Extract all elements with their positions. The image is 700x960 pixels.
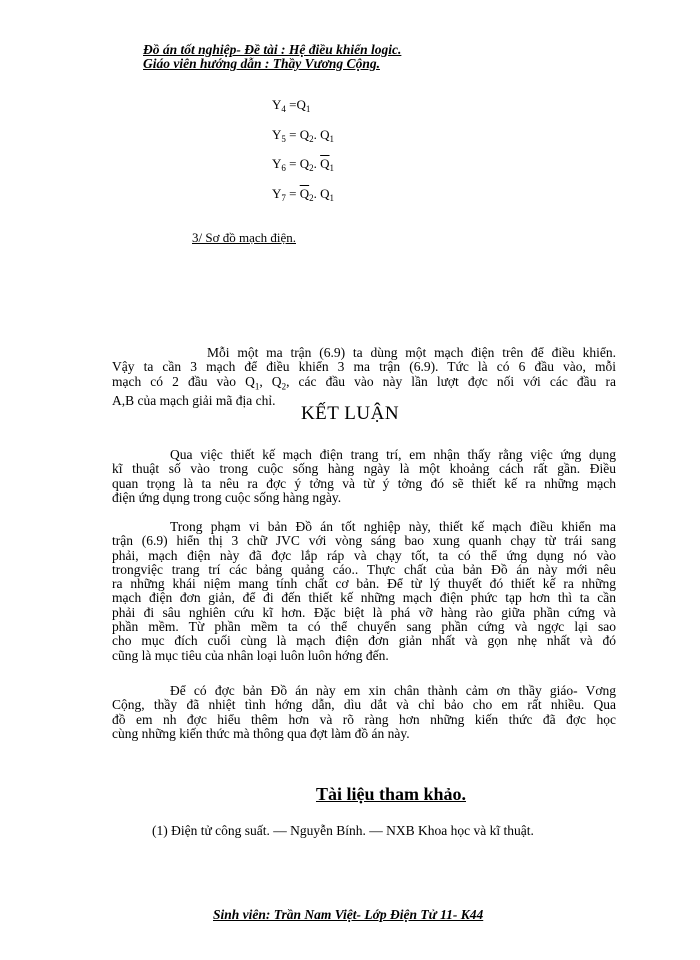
text-line: phải đi sâu nghiên cứu kĩ hơn. Đặc biệt là phá vỡ hàng rào giữa phần cứng và xyxy=(112,604,616,620)
text-line: cũng là mục tiêu của nhân loại luôn luôn hớng đến. xyxy=(112,647,389,663)
text-line: Qua việc thiết kế mạch điện trang trí, em nhận thấy rằng việc ứng dụng xyxy=(170,447,616,462)
text-line: điện ứng dụng trong cuộc sống hàng ngày. xyxy=(112,489,342,505)
text-line: A,B của mạch giải mã địa chỉ. xyxy=(112,392,276,408)
paragraph-conclusion-1 xyxy=(112,448,616,505)
text-line: Cộng, thầy đã nhiệt tình hớng dẫn, dìu dắt và chỉ bảo cho em rất nhiều. Qua xyxy=(112,697,616,713)
text-line: quan trọng là ta nêu ra đợc ý tởng và từ ý tởng đó sẽ thiết kế ra những mạch xyxy=(112,475,616,491)
equation-y4: $Y_4 =Q_1$ xyxy=(272,97,311,114)
text-line: ra những khái niệm mang tính chất cơ bản. Để từ lý thuyết đó thiết kế ra những xyxy=(112,576,616,592)
section-heading-circuit: 3/ Sơ đồ mạch điện. xyxy=(192,230,296,245)
text-line: trận (6.9) hiển thị 3 chữ JVC với vòng sáng bao xung quanh chạy từ trái sang xyxy=(112,533,616,549)
equation-y7: $Y_7 = \overline{Q}_2$. $Q_1$ xyxy=(272,186,335,203)
text-line: kĩ thuật số vào trong cuộc sống hàng ngày là một khoảng cách rất gần. Điều xyxy=(112,461,616,477)
paragraph-acknowledgement xyxy=(112,684,616,741)
text-line: phải, mạch điện này đã đợc lắp ráp và chạy tốt, ta có thể ứng dụng nó vào xyxy=(112,547,616,563)
text-line: trongviệc trang trí các bảng quảng cáo.. Thực chất của bản Đồ án này mới nêu xyxy=(112,561,616,577)
text-line: Vậy ta cần 3 mạch để điều khiển 3 ma trận (6.9). Tức là có 6 đầu vào, mỗi xyxy=(112,359,616,375)
text-line: phần mềm. Từ phần mềm ta có thể chuyển sang phần cứng và ngợc lại sao xyxy=(112,619,616,635)
reference-item: (1) Điện tử công suất. — Nguyễn Bính. — NXB Khoa học và kĩ thuật. xyxy=(152,823,534,838)
equation-y6: $Y_6 = Q_2$. $\overline{Q}_1$ xyxy=(272,156,335,173)
text-line: mạch điện đơn giản, để đi đến thiết kế những mạch điện phức tạp hơn thì ta cần xyxy=(112,590,616,606)
text-line: Trong phạm vi bản Đồ án tốt nghiệp này, thiết kế mạch điều khiển ma xyxy=(170,519,616,534)
text-line: mạch có 2 đầu vào $Q_1$, $Q_2$, các đầu vào này lần lượt đợc nối với các đầu ra xyxy=(112,373,616,392)
text-line: cùng những kiến thức mà thông qua đợt làm đồ án này. xyxy=(112,725,410,741)
footer-student: Sinh viên: Trần Nam Việt- Lớp Điện Tử 11- K44 xyxy=(213,907,484,922)
conclusion-title: KẾT LUẬN xyxy=(300,403,400,424)
paragraph-conclusion-2 xyxy=(112,520,616,663)
header-supervisor: Giáo viên hướng dẫn : Thầy Vương Cộng. xyxy=(143,56,380,71)
header-title: Đồ án tốt nghiệp- Đề tài : Hệ điều khiển logic. xyxy=(143,42,402,57)
paragraph-circuit-usage xyxy=(112,346,616,408)
text-line: Mỗi một ma trận (6.9) ta dùng một mạch điện trên để điều khiển. xyxy=(207,345,616,360)
equation-y5: $Y_5 = Q_2$. $Q_1$ xyxy=(272,127,335,144)
references-title: Tài liệu tham khảo. xyxy=(315,784,467,804)
text-line: Để có đợc bản Đồ án này em xin chân thành cảm ơn thầy giáo- Vơng xyxy=(170,683,616,698)
text-line: cho mục đích cuối cùng là mạch điện đơn giản nhất và gọn nhẹ nhất và đó xyxy=(112,633,616,649)
text-line: đồ em nh đợc hiểu thêm hơn và rõ ràng hơn những kiến thức đã đợc học xyxy=(112,711,616,727)
